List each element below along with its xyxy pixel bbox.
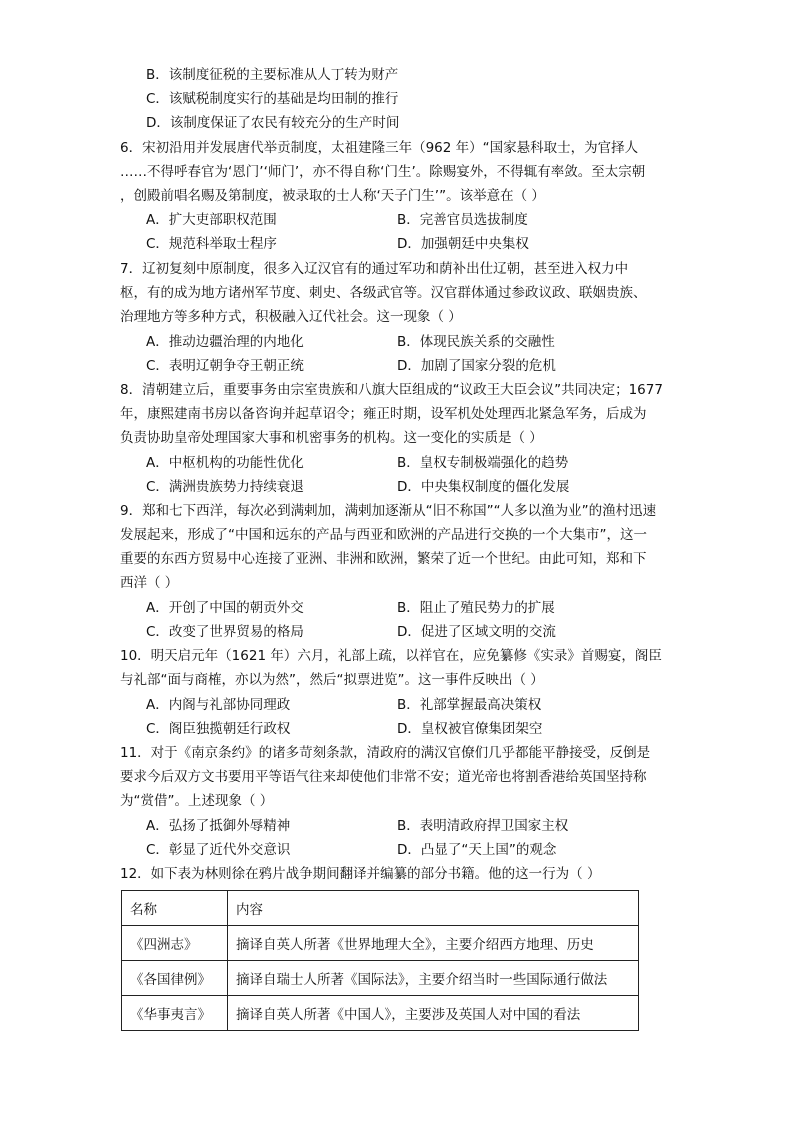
q10-stem-line-1: 10．明天启元年（1621 年）六月，礼部上疏，以祥官在，应免纂修《实录》首赐宴，阁臣	[120, 648, 662, 664]
q7-stem-line-2: 枢，有的成为地方诸州军节度、刺史、各级武官等。汉官群体通过参政议政、联姻贵族、	[120, 285, 647, 301]
q8-option-a: A．中枢机构的功能性优化	[146, 455, 304, 471]
q9-stem-line-2: 发展起来，形成了“中国和远东的产品与西亚和欧洲的产品进行交换的一个大集市”，这一	[120, 527, 647, 543]
q10-option-b: B．礼部掌握最高决策权	[397, 697, 542, 713]
q9-stem-line-1: 9．郑和七下西洋，每次必到满剌加，满剌加逐渐从“旧不称国”“人多以渔为业”的渔村迅速	[120, 503, 657, 519]
table-header-name: 名称	[122, 891, 228, 926]
table-cell-content: 摘译自英人所著《世界地理大全》，主要介绍西方地理、历史	[228, 926, 639, 961]
table-header-row	[122, 891, 639, 926]
q7-stem-line-3: 治理地方等多种方式，积极融入辽代社会。这一现象（ ）	[120, 309, 462, 325]
q9-option-c: C．改变了世界贸易的格局	[146, 624, 304, 640]
table-row	[122, 996, 639, 1031]
q9-stem-line-3: 重要的东西方贸易中心连接了亚洲、非洲和欧洲，繁荣了近一个世纪。由此可知，郑和下	[120, 551, 647, 567]
q7-option-c: C．表明辽朝争夺王朝正统	[146, 358, 304, 374]
q12-stem: 12．如下表为林则徐在鸦片战争期间翻译并编纂的部分书籍。他的这一行为（ ）	[120, 866, 601, 882]
q6-stem-line-1: 6．宋初沿用并发展唐代举贡制度，太祖建隆三年（962 年）“国家悬科取士，为官择人	[120, 140, 639, 156]
q11-stem-line-2: 要求今后双方文书要用平等语气往来却使他们非常不安；道光帝也将割香港给英国坚持称	[120, 769, 647, 785]
q7-stem-line-1: 7．辽初复刻中原制度，很多入辽汉官有的通过军功和荫补出仕辽朝，甚至进入权力中	[120, 261, 629, 277]
q6-stem-line-3: ，创殿前唱名赐及第制度，被录取的士人称‘天子门生’”。该举意在（ ）	[120, 188, 545, 204]
q7-option-d: D．加剧了国家分裂的危机	[397, 358, 556, 374]
q12-book-table	[121, 890, 639, 1031]
q11-option-c: C．彰显了近代外交意识	[146, 842, 291, 858]
q9-option-b: B．阻止了殖民势力的扩展	[397, 600, 555, 616]
q11-stem-line-1: 11．对于《南京条约》的诸多苛刻条款，清政府的满汉官僚们几乎都能平静接受，反倒是	[120, 745, 651, 761]
table-cell-name: 《各国律例》	[122, 961, 228, 996]
q5-option-c: C．该赋税制度实行的基础是均田制的推行	[146, 91, 399, 107]
q11-option-a: A．弘扬了抵御外辱精神	[146, 818, 291, 834]
q9-option-d: D．促进了区域文明的交流	[397, 624, 556, 640]
table-cell-name: 《四洲志》	[122, 926, 228, 961]
q10-option-d: D．皇权被官僚集团架空	[397, 721, 543, 737]
q6-option-d: D．加强朝廷中央集权	[397, 236, 529, 252]
q11-option-b: B．表明清政府捍卫国家主权	[397, 818, 569, 834]
q8-stem-line-2: 年，康熙建南书房以备咨询并起草诏令；雍正时期，设军机处处理西北紧急军务，后成为	[120, 406, 647, 422]
q5-option-d: D．该制度保证了农民有较充分的生产时间	[146, 115, 400, 131]
q10-stem-line-2: 与礼部“面与商榷，亦以为然”，然后“拟票进览”。这一事件反映出（ ）	[120, 672, 544, 688]
q8-option-b: B．皇权专制极端强化的趋势	[397, 455, 569, 471]
q6-stem-line-2: ……不得呼春官为‘恩门’‘师门’，亦不得自称‘门生’。除赐宴外，不得辄有率敛。至太宗朝	[120, 164, 646, 180]
q8-stem-line-3: 负责协助皇帝处理国家大事和机密事务的机构。这一变化的实质是（ ）	[120, 430, 543, 446]
q11-stem-line-3: 为“赏借”。上述现象（ ）	[120, 793, 274, 809]
q10-option-c: C．阁臣独揽朝廷行政权	[146, 721, 291, 737]
q6-option-b: B．完善官员选拔制度	[397, 212, 528, 228]
q7-option-a: A．推动边疆治理的内地化	[146, 334, 304, 350]
table-row	[122, 926, 639, 961]
q11-option-d: D．凸显了“天上国”的观念	[397, 842, 557, 858]
q9-option-a: A．开创了中国的朝贡外交	[146, 600, 304, 616]
table-header-content: 内容	[228, 891, 639, 926]
table-cell-name: 《华事夷言》	[122, 996, 228, 1031]
q10-option-a: A．内阁与礼部协同理政	[146, 697, 291, 713]
q7-option-b: B．体现民族关系的交融性	[397, 334, 555, 350]
q5-option-b: B．该制度征税的主要标准从人丁转为财产	[146, 67, 399, 83]
q6-option-a: A．扩大吏部职权范围	[146, 212, 277, 228]
table-cell-content: 摘译自英人所著《中国人》，主要涉及英国人对中国的看法	[228, 996, 639, 1031]
table-cell-content: 摘译自瑞士人所著《国际法》，主要介绍当时一些国际通行做法	[228, 961, 639, 996]
q9-stem-line-4: 西洋（ ）	[120, 575, 179, 591]
table-row	[122, 961, 639, 996]
q8-option-d: D．中央集权制度的僵化发展	[397, 479, 570, 495]
q8-option-c: C．满洲贵族势力持续衰退	[146, 479, 304, 495]
q6-option-c: C．规范科举取士程序	[146, 236, 277, 252]
q8-stem-line-1: 8．清朝建立后，重要事务由宗室贵族和八旗大臣组成的“议政王大臣会议”共同决定；1677	[120, 382, 663, 398]
